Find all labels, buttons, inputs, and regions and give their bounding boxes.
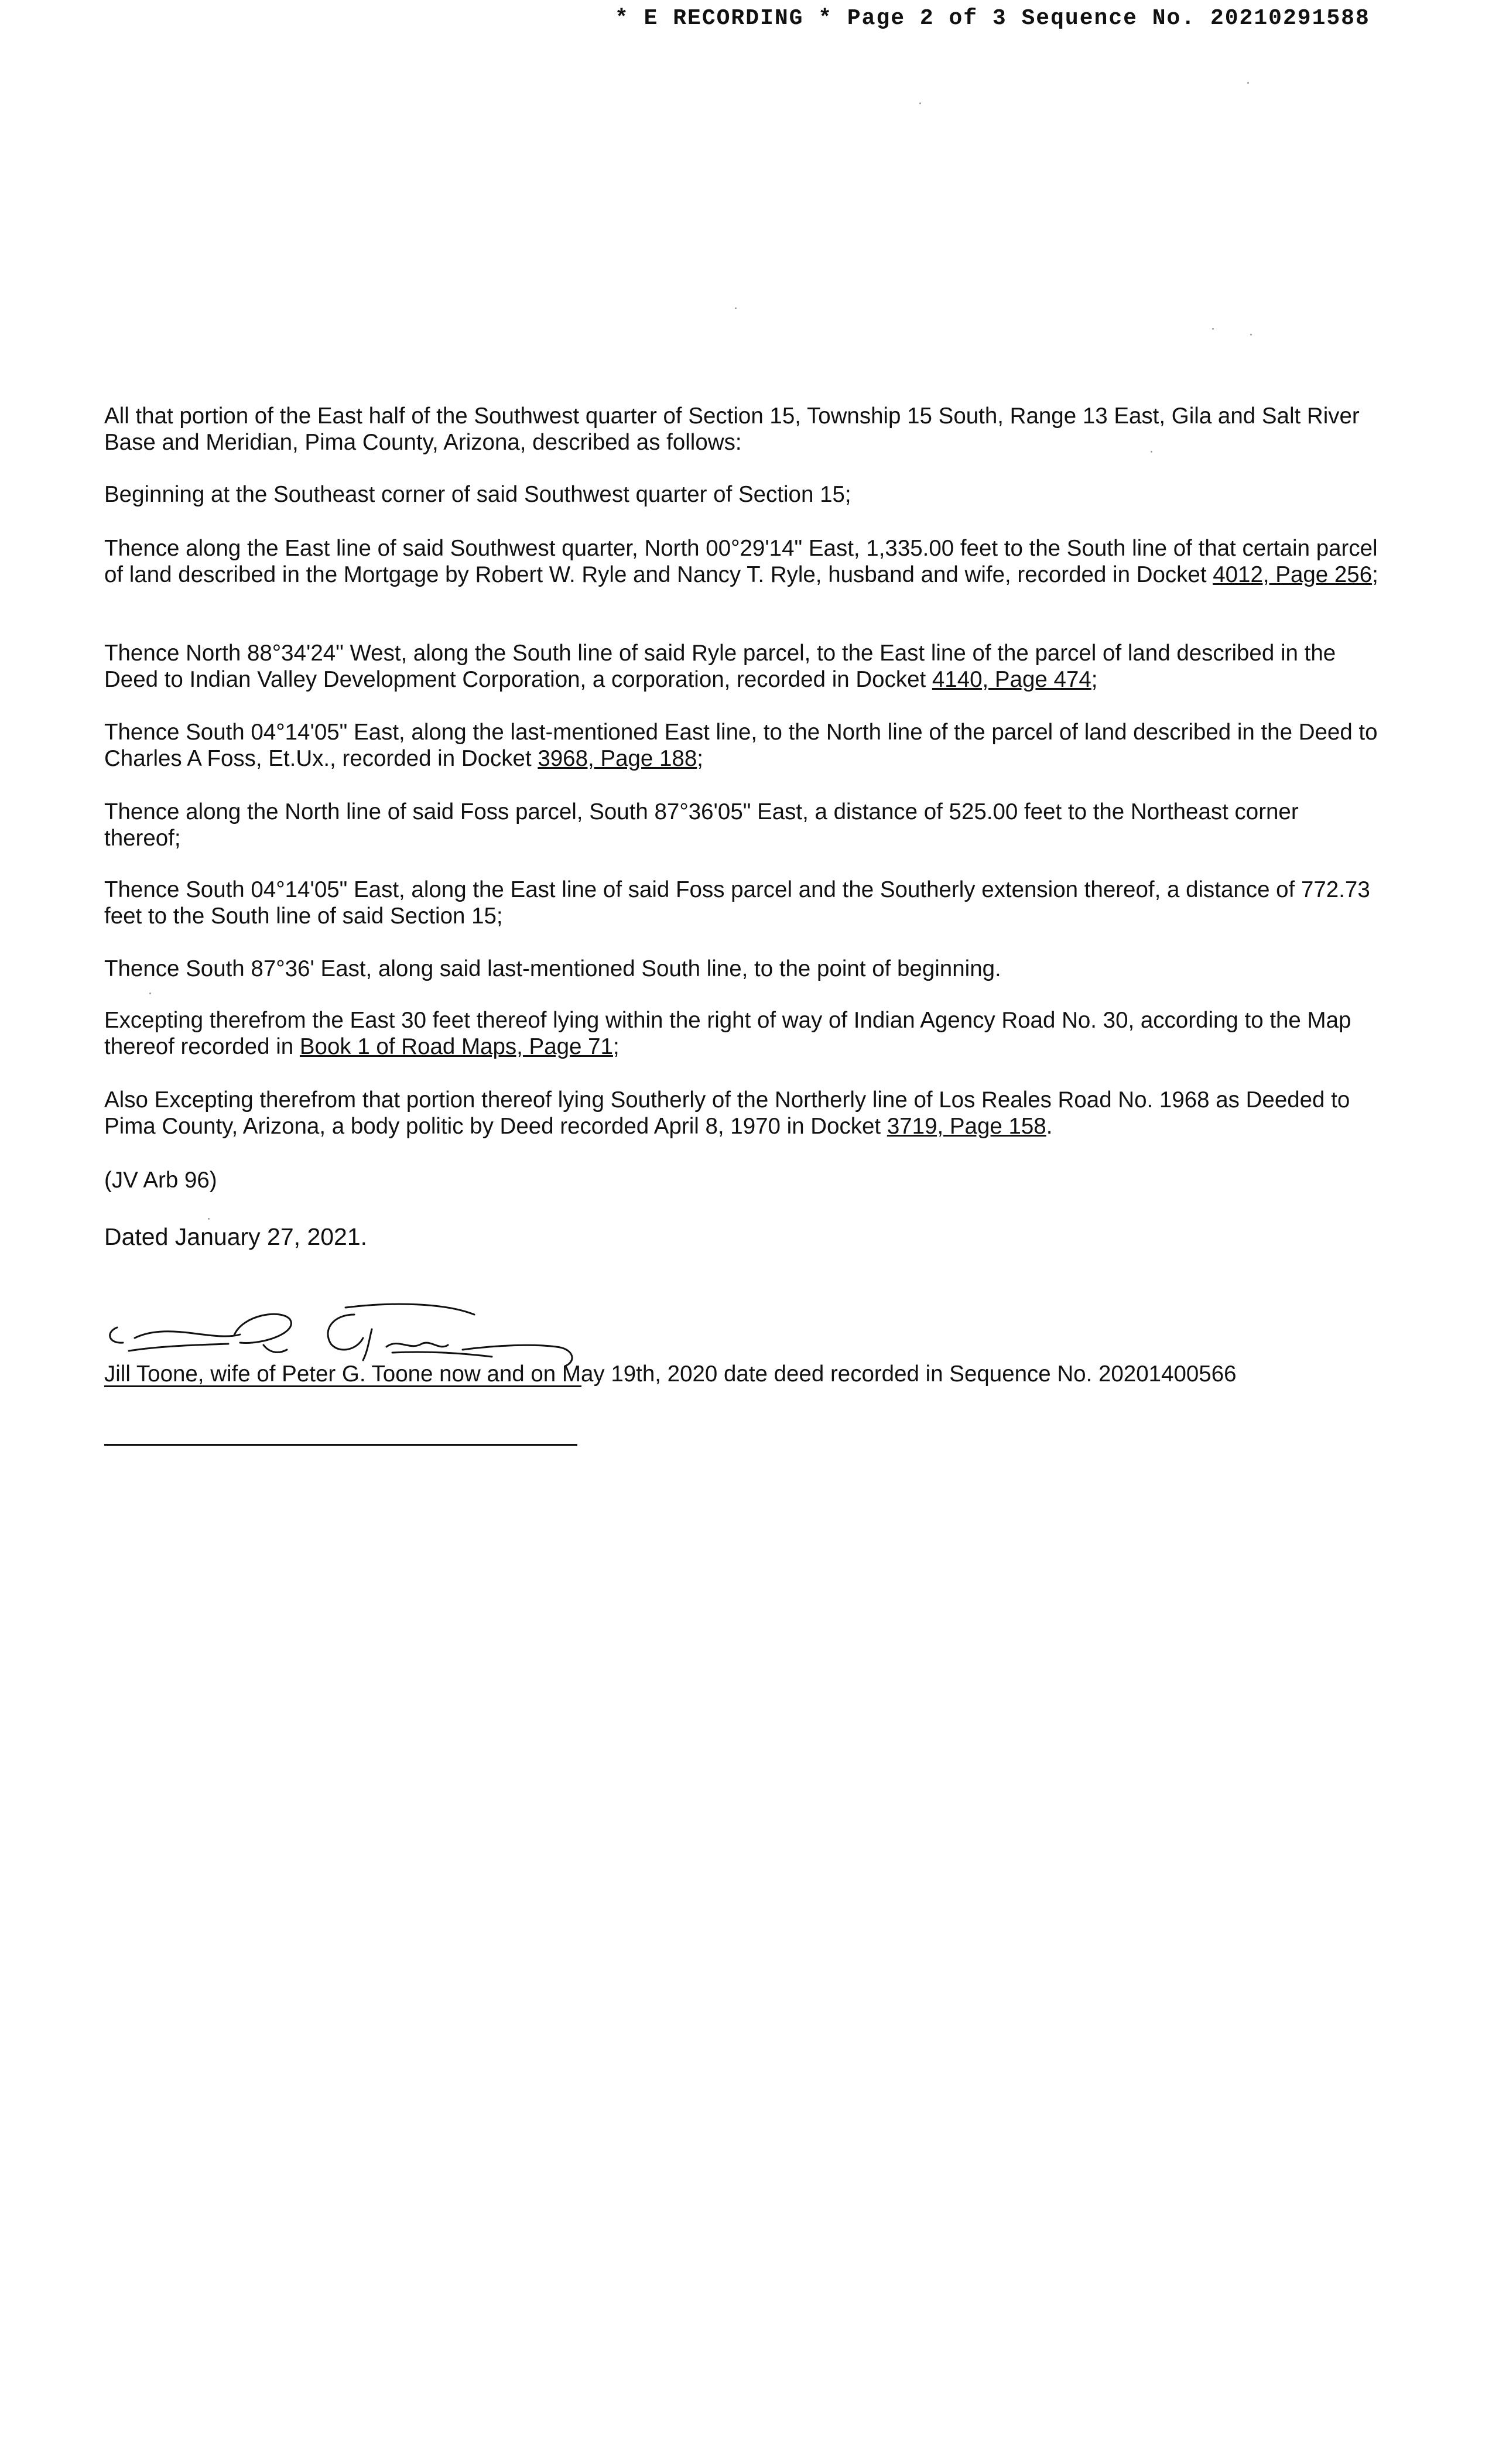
exception-2-end: . [1046,1114,1053,1139]
scan-speck [919,102,921,104]
course-4: Thence along the North line of said Foss parcel, South 87°36'05" East, a distance of 525.00 feet to the Northeast corner thereof; [104,799,1299,851]
exception-2-text: Also Excepting therefrom that portion thereof lying Southerly of the Northerly line of Los Reales Road No. 1968 as Deeded to Pima County, Arizona, a body politic by Deed recorded April 8, 1970 in Docket [104,1087,1350,1139]
course-2-end: ; [1091,667,1098,692]
docket-reference-4012: 4012, Page 256 [1213,562,1373,587]
course-3-text: Thence South 04°14'05" East, along the last-mentioned East line, to the North line of the parcel of land described in the Deed to Charles A Foss, Et.Ux., recorded in Docket [104,720,1378,771]
recording-header: * E RECORDING * Page 2 of 3 Sequence No. 20210291588 [615,6,1370,31]
course-1-text: Thence along the East line of said Southwest quarter, North 00°29'14" East, 1,335.00 feet to the South line of that certain parcel of land described in the Mortgage by Robert W. Ryle and Nancy T. Ryle, husband and wife, recorded in Docket [104,536,1378,587]
docket-reference-3719: 3719, Page 158 [887,1114,1046,1139]
scan-speck [149,993,151,994]
course-2 [104,640,1381,693]
scan-speck [1250,334,1252,336]
signer-identification: Jill Toone, wife of Peter G. Toone now and on May 19th, 2020 date deed recorded in Sequence No. 20201400566 [104,1361,1237,1387]
course-1 [104,535,1381,588]
course-6: Thence South 87°36' East, along said last-mentioned South line, to the point of beginning. [104,956,1001,981]
road-map-reference: Book 1 of Road Maps, Page 71 [299,1034,613,1059]
legal-description-intro: All that portion of the East half of the Southwest quarter of Section 15, Township 15 South, Range 13 East, Gila and Salt River Base and Meridian, Pima County, Arizona, described as follows: [104,403,1360,455]
course-1-end: ; [1372,562,1378,587]
date-line: Dated January 27, 2021. [104,1223,368,1250]
point-of-beginning: Beginning at the Southeast corner of said Southwest quarter of Section 15; [104,482,851,507]
exception-1 [104,1007,1381,1060]
exception-2 [104,1087,1381,1139]
scan-speck [1151,451,1152,453]
exception-1-end: ; [612,1034,620,1059]
scan-speck [1247,82,1249,84]
blank-signature-line [104,1444,577,1446]
scan-speck [1212,328,1214,330]
arb-number: (JV Arb 96) [104,1168,217,1193]
scan-speck [735,307,737,309]
course-2-text: Thence North 88°34'24" West, along the South line of said Ryle parcel, to the East line of the parcel of land described in the Deed to Indian Valley Development Corporation, a corporation, recorded in Docket [104,641,1336,692]
course-3-end: ; [697,746,703,771]
course-3 [104,719,1381,772]
docket-reference-4140: 4140, Page 474 [932,667,1091,692]
scan-speck [208,1218,210,1220]
exception-1-text: Excepting therefrom the East 30 feet thereof lying within the right of way of Indian Agency Road No. 30, according to the Map thereof recorded in [104,1008,1351,1059]
course-5: Thence South 04°14'05" East, along the East line of said Foss parcel and the Southerly extension thereof, a distance of 772.73 feet to the South line of said Section 15; [104,877,1370,929]
docket-reference-3968: 3968, Page 188 [538,746,697,771]
